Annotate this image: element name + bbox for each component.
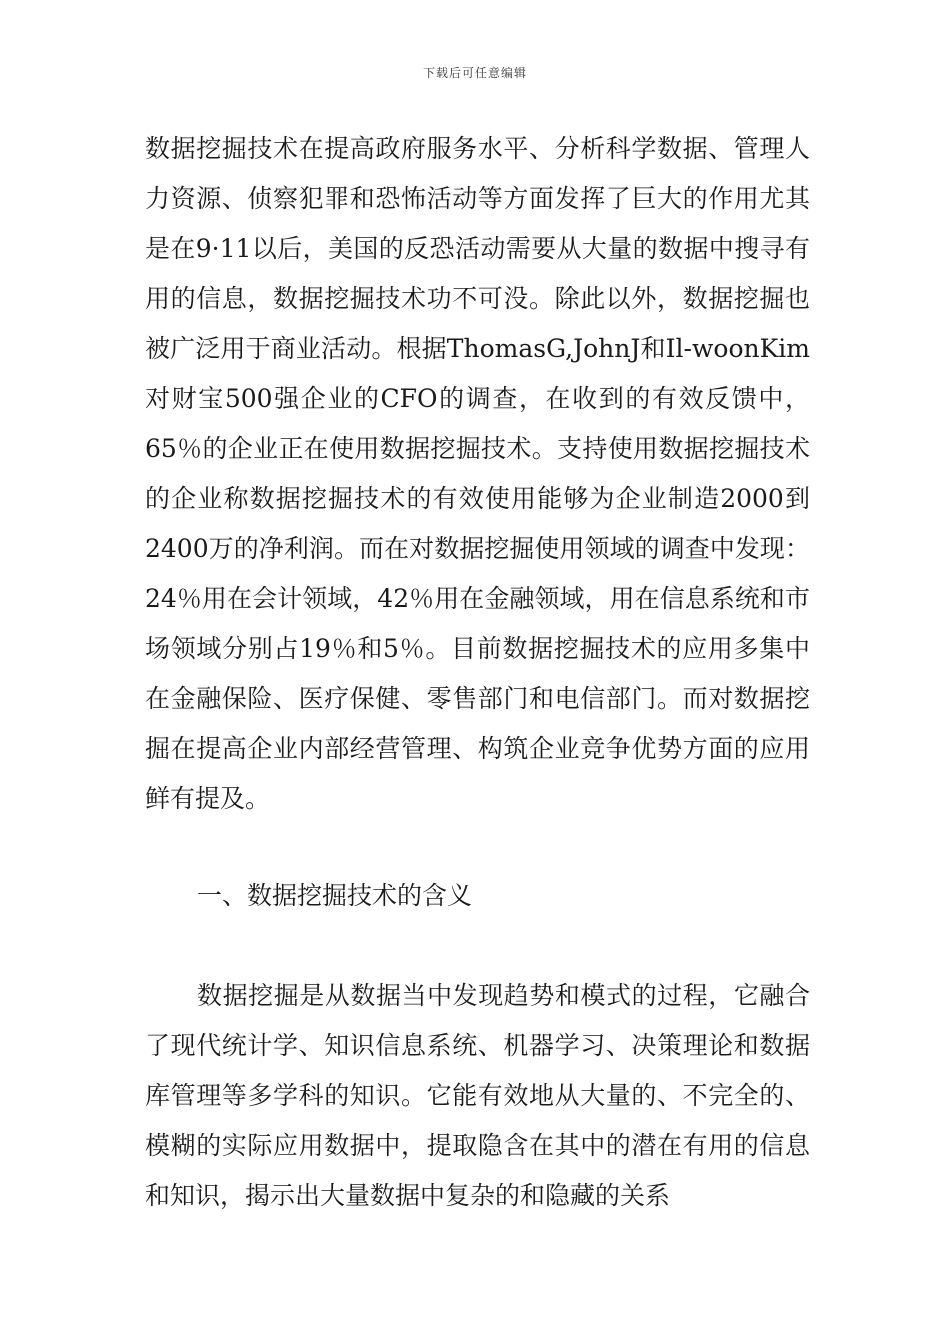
page-header: 下载后可任意编辑 [422,66,527,80]
section-heading: 一、数据挖掘技术的含义 [197,881,473,910]
body-paragraph-2: 数据挖掘是从数据当中发现趋势和模式的过程，它融合了现代统计学、知识信息系统、机器学习、决策理论和数据库管理等多学科的知识。它能有效地从大量的、不完全的、模糊的实际应用数据中，提取隐含在其中的潜在有用的信息和知识，揭示出大量数据中复杂的和隐藏的关系 [145,981,810,1210]
body-paragraph-1: 数据挖掘技术在提高政府服务水平、分析科学数据、管理人力资源、侦察犯罪和恐怖活动等方面发挥了巨大的作用尤其是在9·11以后，美国的反恐活动需要从大量的数据中搜寻有用的信息，数据挖掘技术功不可没。除此以外，数据挖掘也被广泛用于商业活动。根据ThomasG,JohnJ和Il-woonKim对财宝500强企业的CFO的调查，在收到的有效反馈中，65％的企业正在使用数据挖掘技术。支持使用数据挖掘技术的企业称数据挖掘技术的有效使用能够为企业制造2000到2400万的净利润。而在对数据挖掘使用领域的调查中发现：24％用在会计领域，42％用在金融领域，用在信息系统和市场领域分别占19％和5％。目前数据挖掘技术的应用多集中在金融保险、医疗保健、零售部门和电信部门。而对数据挖掘在提高企业内部经营管理、构筑企业竞争优势方面的应用鲜有提及。 [145,134,810,813]
